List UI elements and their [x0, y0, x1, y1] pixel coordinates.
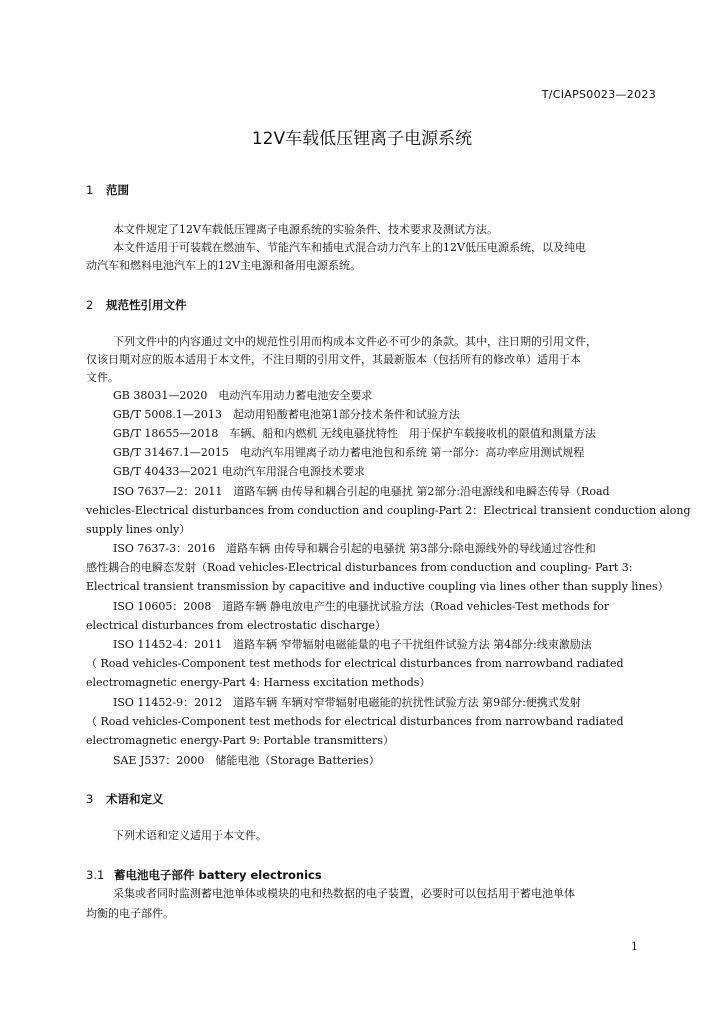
section-number: 2	[86, 298, 94, 312]
paragraph-line: 仅该日期对应的版本适用于本文件，不注日期的引用文件，其最新版本（包括所有的修改单）适用于本	[86, 353, 581, 366]
reference-item-continued: electrical disturbances from electrostatic discharge）	[86, 619, 387, 632]
section-1-heading	[86, 182, 129, 198]
paragraph-line: 均衡的电子部件。	[86, 907, 174, 920]
reference-item-continued: electromagnetic energy-Part 4: Harness excitation methods）	[86, 676, 431, 689]
reference-item-continued: supply lines only）	[86, 523, 191, 536]
reference-item-continued: 感性耦合的电瞬态发射（Road vehicles-Electrical disturbances from conduction and coupling- Part 3:	[86, 561, 633, 574]
paragraph-line: 动汽车和燃料电池汽车上的12V主电源和备用电源系统。	[86, 259, 361, 272]
reference-item: ISO 7637—2：2011 道路车辆 由传导和耦合引起的电骚扰 第2部分:沿电源线和电瞬态传导（Road	[113, 485, 610, 498]
paragraph-line: 本文件规定了12V车载低压锂离子电源系统的实验条件、技术要求及测试方法。	[113, 223, 498, 236]
reference-item: SAE J537：2000 储能电池（Storage Batteries）	[113, 754, 380, 767]
reference-item-continued: vehicles-Electrical disturbances from conduction and coupling-Part 2：Electrical transient conduction along	[86, 504, 691, 517]
reference-item: GB/T 40433—2021 电动汽车用混合电源技术要求	[113, 465, 365, 478]
reference-item: GB 38031—2020 电动汽车用动力蓄电池安全要求	[113, 389, 373, 402]
reference-item-continued: Electrical transient transmission by capacitive and inductive coupling via lines other than supply lines）	[86, 580, 669, 593]
reference-item: ISO 7637-3：2016 道路车辆 由传导和耦合引起的电骚扰 第3部分:除电源线外的导线通过容性和	[113, 542, 596, 555]
section-number: 3.1	[86, 868, 105, 882]
standard-number: T/CIAPS0023—2023	[541, 88, 656, 101]
section-title: 蓄电池电子部件 battery electronics	[114, 868, 322, 882]
reference-item: GB/T 5008.1—2013 起动用铅酸蓄电池第1部分技术条件和试验方法	[113, 408, 460, 421]
reference-item: ISO 11452-4：2011 道路车辆 窄带辐射电磁能量的电子干扰组件试验方法 第4部分:线束激励法	[113, 638, 592, 651]
paragraph-line: 下列文件中的内容通过文中的规范性引用而构成本文件必不可少的条款。其中，注日期的引用文件，	[113, 335, 597, 348]
page-number: 1	[631, 940, 638, 953]
section-number: 3	[86, 792, 94, 806]
section-number: 1	[86, 183, 94, 197]
reference-item: GB/T 18655—2018 车辆、船和内燃机 无线电骚扰特性 用于保护车载接收机的限值和测量方法	[113, 427, 596, 440]
paragraph-line: 采集或者同时监测蓄电池单体或模块的电和热数据的电子装置，必要时可以包括用于蓄电池单体	[113, 887, 575, 900]
section-3-heading	[86, 791, 164, 807]
reference-item: ISO 11452-9：2012 道路车辆 车辆对窄带辐射电磁能的抗扰性试验方法 第9部分:便携式发射	[113, 696, 581, 709]
section-title: 规范性引用文件	[106, 298, 187, 312]
reference-item-continued: （ Road vehicles-Component test methods for electrical disturbances from narrowband radiated	[86, 715, 624, 728]
reference-item: GB/T 31467.1—2015 电动汽车用锂离子动力蓄电池包和系统 第一部分：高功率应用测试规程	[113, 446, 585, 459]
section-title: 术语和定义	[106, 792, 164, 806]
reference-item-continued: （ Road vehicles-Component test methods for electrical disturbances from narrowband radiated	[86, 657, 624, 670]
section-3-1-heading	[86, 867, 322, 883]
section-2-heading	[86, 297, 187, 313]
paragraph-line: 本文件适用于可装载在燃油车、节能汽车和插电式混合动力汽车上的12V低压电源系统，以及纯电	[113, 241, 586, 254]
reference-item: ISO 10605：2008 道路车辆 静电放电产生的电骚扰试验方法（Road vehicles-Test methods for	[113, 600, 610, 613]
reference-item-continued: electromagnetic energy-Part 9: Portable transmitters）	[86, 734, 394, 747]
paragraph-line: 文件。	[86, 371, 119, 384]
paragraph-line: 下列术语和定义适用于本文件。	[113, 829, 267, 842]
document-title: 12V车载低压锂离子电源系统	[251, 129, 473, 149]
section-title: 范围	[106, 183, 129, 197]
